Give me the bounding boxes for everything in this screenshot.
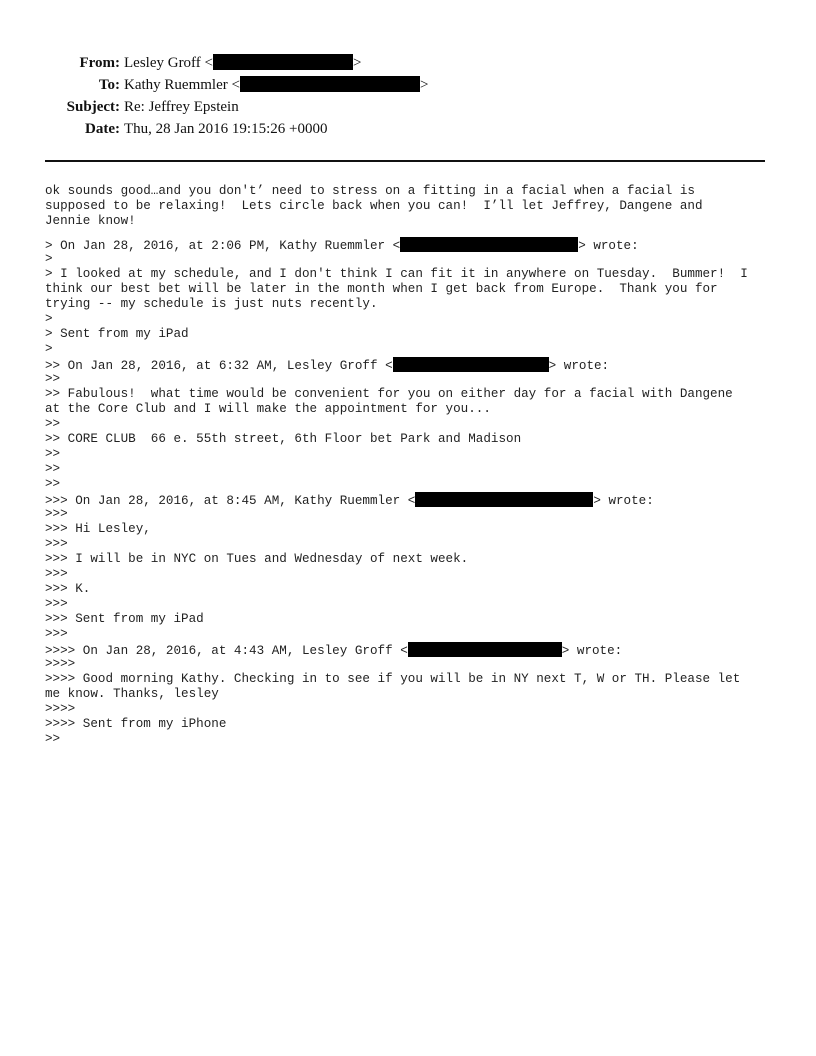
angle-open: < bbox=[204, 55, 213, 71]
header-divider bbox=[45, 160, 765, 162]
date-label: Date: bbox=[85, 121, 120, 137]
body-line: > I looked at my schedule, and I don't think I can fit it in anywhere on Tuesday. Bummer! I bbox=[45, 267, 748, 281]
body-line: >>> bbox=[45, 597, 68, 611]
from-name: Lesley Groff bbox=[124, 55, 201, 71]
redaction-bar bbox=[400, 237, 578, 252]
body-line: >>> bbox=[45, 507, 68, 521]
body-line: >>> K. bbox=[45, 582, 91, 596]
quote-header bbox=[45, 642, 775, 657]
body-line: >>>> bbox=[45, 702, 76, 716]
redaction-bar bbox=[408, 642, 562, 657]
quote-header bbox=[45, 492, 775, 507]
from-label: From: bbox=[79, 55, 120, 71]
quote-header-wrote: > wrote: bbox=[578, 239, 639, 253]
body-line: >> Fabulous! what time would be convenient for you on either day for a facial with Dangene bbox=[45, 387, 733, 401]
body-line: > Sent from my iPad bbox=[45, 327, 189, 341]
body-line: >> bbox=[45, 732, 61, 746]
redaction-bar bbox=[393, 357, 549, 372]
quote-header-text: >>> On Jan 28, 2016, at 8:45 AM, Kathy Ruemmler < bbox=[45, 494, 416, 508]
to-label: To: bbox=[98, 77, 120, 93]
body-line: >>>> Sent from my iPhone bbox=[45, 717, 227, 731]
body-line: >> bbox=[45, 477, 61, 491]
quote-header-text: >>>> On Jan 28, 2016, at 4:43 AM, Lesley Groff < bbox=[45, 644, 408, 658]
subject-label: Subject: bbox=[66, 99, 120, 115]
redaction-bar bbox=[240, 76, 420, 92]
body-line: >>>> bbox=[45, 657, 76, 671]
redaction-bar bbox=[213, 54, 353, 70]
body-line: >> bbox=[45, 417, 61, 431]
angle-close: > bbox=[419, 77, 429, 93]
body-line: >>> I will be in NYC on Tues and Wednesday of next week. bbox=[45, 552, 469, 566]
body-line: > bbox=[45, 252, 53, 266]
redaction-bar bbox=[415, 492, 593, 507]
body-line: >> CORE CLUB 66 e. 55th street, 6th Floor bet Park and Madison bbox=[45, 432, 522, 446]
from-row bbox=[0, 52, 816, 74]
body-line: > bbox=[45, 312, 53, 326]
quote-header-text: >> On Jan 28, 2016, at 6:32 AM, Lesley Groff < bbox=[45, 359, 393, 373]
date-row bbox=[0, 118, 816, 140]
body-line: >> bbox=[45, 372, 61, 386]
body-line: >>> Sent from my iPad bbox=[45, 612, 204, 626]
quote-header-wrote: > wrote: bbox=[593, 494, 654, 508]
email-header bbox=[0, 52, 816, 140]
body-line: ok sounds good…and you don't’ need to stress on a fitting in a facial when a facial is bbox=[45, 184, 695, 198]
body-line: supposed to be relaxing! Lets circle back when you can! I’ll let Jeffrey, Dangene and bbox=[45, 199, 703, 213]
from-value bbox=[124, 52, 361, 74]
to-row bbox=[0, 74, 816, 96]
angle-close: > bbox=[353, 55, 362, 71]
quote-header bbox=[45, 237, 775, 252]
body-line: me know. Thanks, lesley bbox=[45, 687, 219, 701]
body-line: at the Core Club and I will make the appointment for you... bbox=[45, 402, 491, 416]
body-line: trying -- my schedule is just nuts recently. bbox=[45, 297, 378, 311]
body-line: >>>> Good morning Kathy. Checking in to see if you will be in NY next T, W or TH. Please let bbox=[45, 672, 741, 686]
date-value: Thu, 28 Jan 2016 19:15:26 +0000 bbox=[124, 121, 328, 137]
body-line: >> bbox=[45, 462, 61, 476]
quote-header-text: > On Jan 28, 2016, at 2:06 PM, Kathy Ruemmler < bbox=[45, 239, 401, 253]
quote-header-wrote: > wrote: bbox=[561, 644, 623, 658]
to-value bbox=[124, 74, 428, 96]
body-line: >>> Hi Lesley, bbox=[45, 522, 151, 536]
body-line: >>> bbox=[45, 567, 68, 581]
to-name: Kathy Ruemmler bbox=[124, 77, 228, 93]
body-line: >>> bbox=[45, 537, 68, 551]
subject-row bbox=[0, 96, 816, 118]
quote-header-wrote: > wrote: bbox=[548, 359, 610, 373]
email-body bbox=[45, 184, 775, 747]
paragraph-gap bbox=[45, 229, 775, 237]
subject-value: Re: Jeffrey Epstein bbox=[124, 99, 239, 115]
body-line: think our best bet will be later in the month when I get back from Europe. Thank you for bbox=[45, 282, 718, 296]
body-line: >>> bbox=[45, 627, 68, 641]
body-line: >> bbox=[45, 447, 61, 461]
body-line: > bbox=[45, 342, 53, 356]
body-line: Jennie know! bbox=[45, 214, 136, 228]
angle-open: < bbox=[231, 77, 240, 93]
quote-header bbox=[45, 357, 775, 372]
